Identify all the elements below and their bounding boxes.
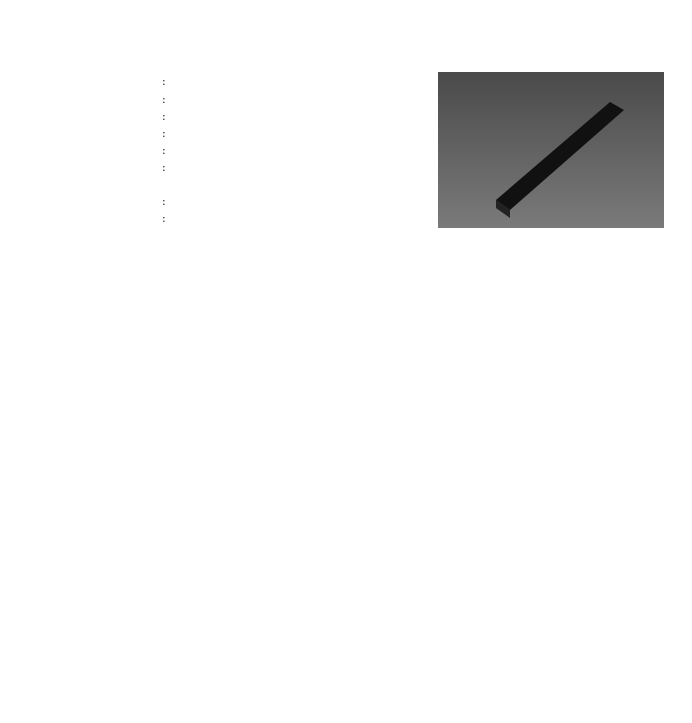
spec-row: : — [162, 144, 166, 157]
spec-row: : — [162, 212, 166, 225]
spec-row: : — [162, 161, 166, 174]
spec-row: : — [162, 127, 166, 140]
spec-row: : — [162, 75, 166, 88]
spec-row: : — [162, 195, 166, 208]
spec-row: : — [162, 110, 166, 123]
spec-row: : — [162, 93, 166, 106]
